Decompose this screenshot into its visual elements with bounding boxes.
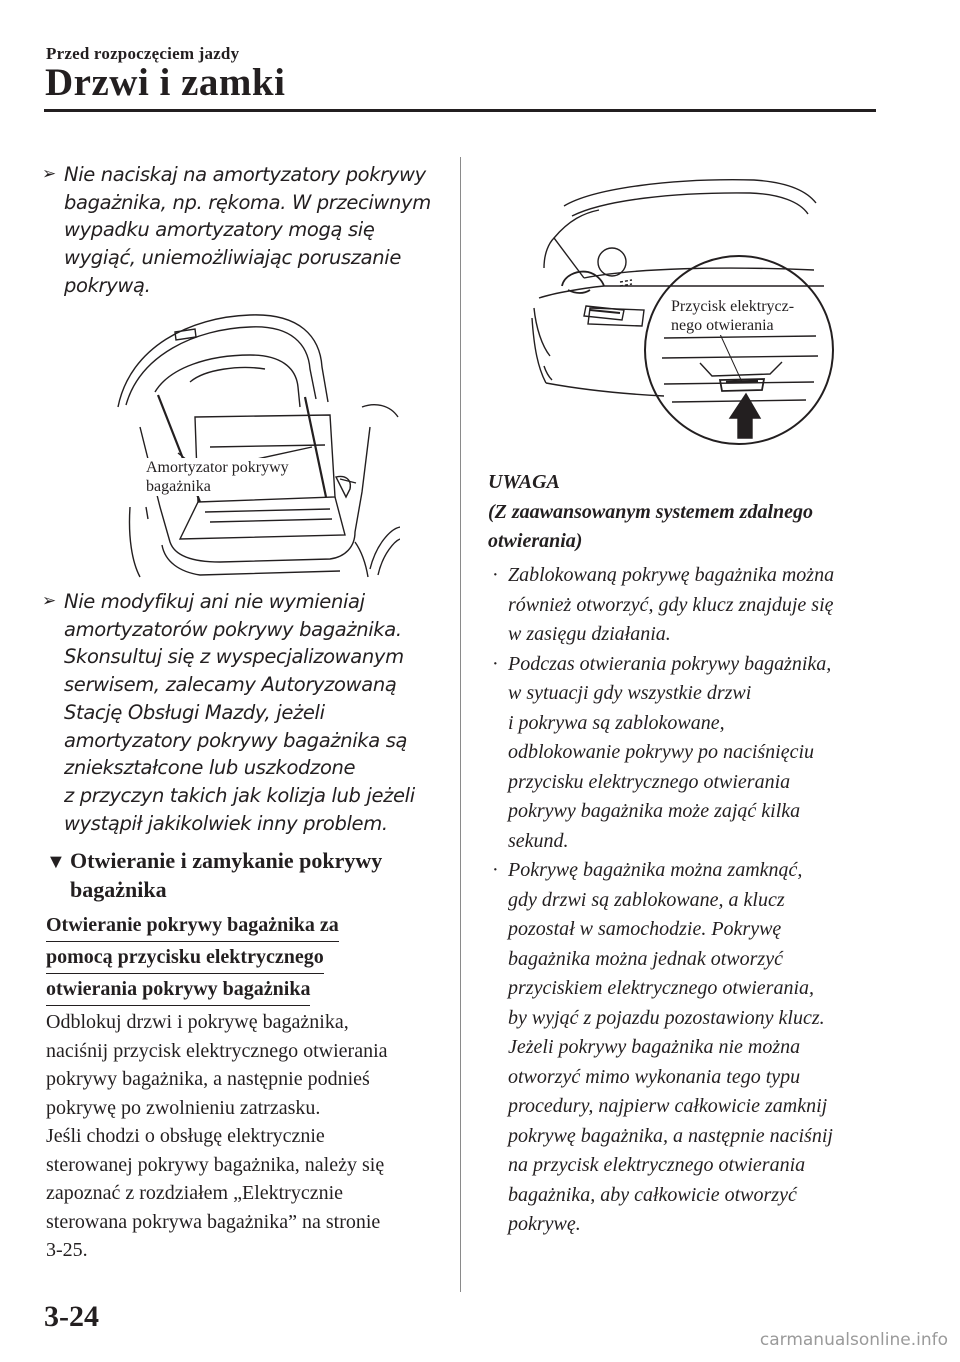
figure-label-line: Przycisk elektrycz-	[671, 298, 795, 315]
warning-item	[42, 588, 454, 837]
header-divider	[44, 109, 876, 112]
bullet-icon: ·	[492, 564, 499, 586]
warning-line: amortyzatorów pokrywy bagażnika.	[64, 617, 402, 641]
notice-item	[488, 650, 888, 857]
notice-line: przyciskiem elektrycznego otwierania,	[508, 977, 815, 999]
body-line: pokrywy bagażnika, a następnie podnieś	[46, 1068, 370, 1090]
body-line: sterowanej pokrywy bagażnika, należy się	[46, 1153, 385, 1176]
warning-line: serwisem, zalecamy Autoryzowaną	[64, 673, 397, 697]
section-heading-line: Otwieranie i zamykanie pokrywy	[70, 848, 383, 873]
notice-line: bagażnika można jednak otworzyć	[508, 947, 783, 970]
notice-line: by wyjąć z pojazdu pozostawiony klucz.	[508, 1006, 825, 1029]
section-triangle-icon: ▼	[46, 851, 66, 873]
notice-list	[488, 561, 888, 1240]
notice-item	[488, 561, 888, 650]
figure-label-line: bagażnika	[146, 478, 211, 495]
notice-line: gdy drzwi są zablokowane, a klucz	[508, 888, 785, 911]
warning-line: wygiąć, uniemożliwiając poruszanie	[64, 246, 401, 270]
subsection-heading-line: otwierania pokrywy bagażnika	[46, 974, 310, 1006]
subsection-heading-line: Otwieranie pokrywy bagażnika za	[46, 910, 339, 942]
figure-label-line: nego otwierania	[671, 317, 774, 334]
notice-line: sekund.	[508, 829, 569, 852]
warning-line: wypadku amortyzatory mogą się	[64, 218, 375, 242]
notice-title-line: (Z zaawansowanym systemem zdalnego	[488, 500, 814, 523]
bullet-icon: ·	[492, 859, 499, 881]
body-line: Jeśli chodzi o obsługę elektrycznie	[46, 1125, 325, 1147]
figure-label	[146, 458, 289, 496]
notice-line: przycisku elektrycznego otwierania	[508, 770, 791, 793]
subsection-heading	[46, 910, 446, 1006]
body-paragraph	[46, 1008, 446, 1265]
warning-line: zniekształcone lub uszkodzone	[64, 756, 356, 780]
notice-line: również otworzyć, gdy klucz znajduje się	[508, 593, 834, 616]
page-number: 3-24	[44, 1300, 99, 1333]
notice-line: Jeżeli pokrywy bagażnika nie można	[508, 1036, 801, 1058]
notice-line: Podczas otwierania pokrywy bagażnika,	[508, 652, 832, 675]
breadcrumb: Przed rozpoczęciem jazdy	[46, 44, 240, 63]
body-line: 3-25.	[46, 1239, 88, 1261]
notice-line: bagażnika, aby całkowicie otworzyć	[508, 1183, 797, 1206]
notice-line: na przycisk elektrycznego otwierania	[508, 1154, 806, 1176]
notice-line: Zablokowaną pokrywę bagażnika można	[508, 564, 835, 586]
section-heading	[46, 846, 446, 904]
release-button-figure	[524, 158, 840, 446]
notice-item	[488, 856, 888, 1240]
notice-line: otworzyć mimo wykonania tego typu	[508, 1065, 801, 1088]
notice-title-line: otwierania)	[488, 530, 583, 552]
watermark: carmanualsonline.info	[759, 1330, 948, 1350]
warning-line: amortyzatory pokrywy bagażnika są	[64, 728, 408, 752]
warning-arrow-icon: ➢	[42, 591, 56, 611]
notice-title	[488, 468, 888, 557]
body-line: pokrywę po zwolnieniu zatrzasku.	[46, 1096, 321, 1119]
notice-line: odblokowanie pokrywy po naciśnięciu	[508, 741, 815, 763]
notice-line: pokrywy bagażnika może zająć kilka	[508, 800, 801, 822]
warning-arrow-icon: ➢	[42, 164, 56, 184]
body-line: Odblokuj drzwi i pokrywę bagażnika,	[46, 1011, 349, 1033]
notice-line: i pokrywa są zablokowane,	[508, 711, 725, 734]
warning-line: Stację Obsługi Mazdy, jeżeli	[64, 700, 325, 724]
warning-line: pokrywą.	[64, 273, 151, 297]
section-heading-line: bagażnika	[70, 877, 167, 902]
warning-line: wystąpił jakikolwiek inny problem.	[64, 811, 388, 835]
column-divider	[460, 157, 461, 1292]
figure-label-line: Amortyzator pokrywy	[146, 459, 289, 476]
warning-line: bagażnika, np. rękoma. W przeciwnym	[64, 190, 431, 214]
notice-line: pokrywę bagażnika, a następnie naciśnij	[508, 1124, 833, 1147]
tailgate-struts-figure	[100, 307, 400, 580]
bullet-icon: ·	[492, 652, 499, 675]
figure-label	[671, 297, 794, 335]
subsection-heading-line: pomocą przycisku elektrycznego	[46, 942, 324, 974]
body-line: sterowana pokrywa bagażnika” na stronie	[46, 1210, 381, 1233]
page-title: Drzwi i zamki	[45, 61, 286, 104]
notice-title-line: UWAGA	[488, 471, 560, 493]
open-tailgate-illustration	[100, 307, 400, 580]
notice-line: w sytuacji gdy wszystkie drzwi	[508, 682, 752, 704]
warning-line: z przyczyn takich jak kolizja lub jeżeli	[64, 783, 415, 807]
notice-line: procedury, najpierw całkowicie zamknij	[508, 1095, 828, 1117]
notice-line: pozostał w samochodzie. Pokrywę	[508, 918, 782, 940]
notice-line: pokrywę.	[508, 1213, 581, 1235]
warning-line: Nie modyfikuj ani nie wymieniaj	[64, 590, 365, 613]
body-line: zapoznać z rozdziałem „Elektrycznie	[46, 1182, 344, 1204]
warning-line: Skonsultuj się z wyspecjalizowanym	[64, 645, 404, 669]
notice-line: w zasięgu działania.	[508, 623, 671, 645]
notice-line: Pokrywę bagażnika można zamknąć,	[508, 859, 803, 881]
body-line: naciśnij przycisk elektrycznego otwierania	[46, 1039, 388, 1062]
warning-line: Nie naciskaj na amortyzatory pokrywy	[64, 163, 426, 186]
warning-item	[42, 161, 444, 300]
